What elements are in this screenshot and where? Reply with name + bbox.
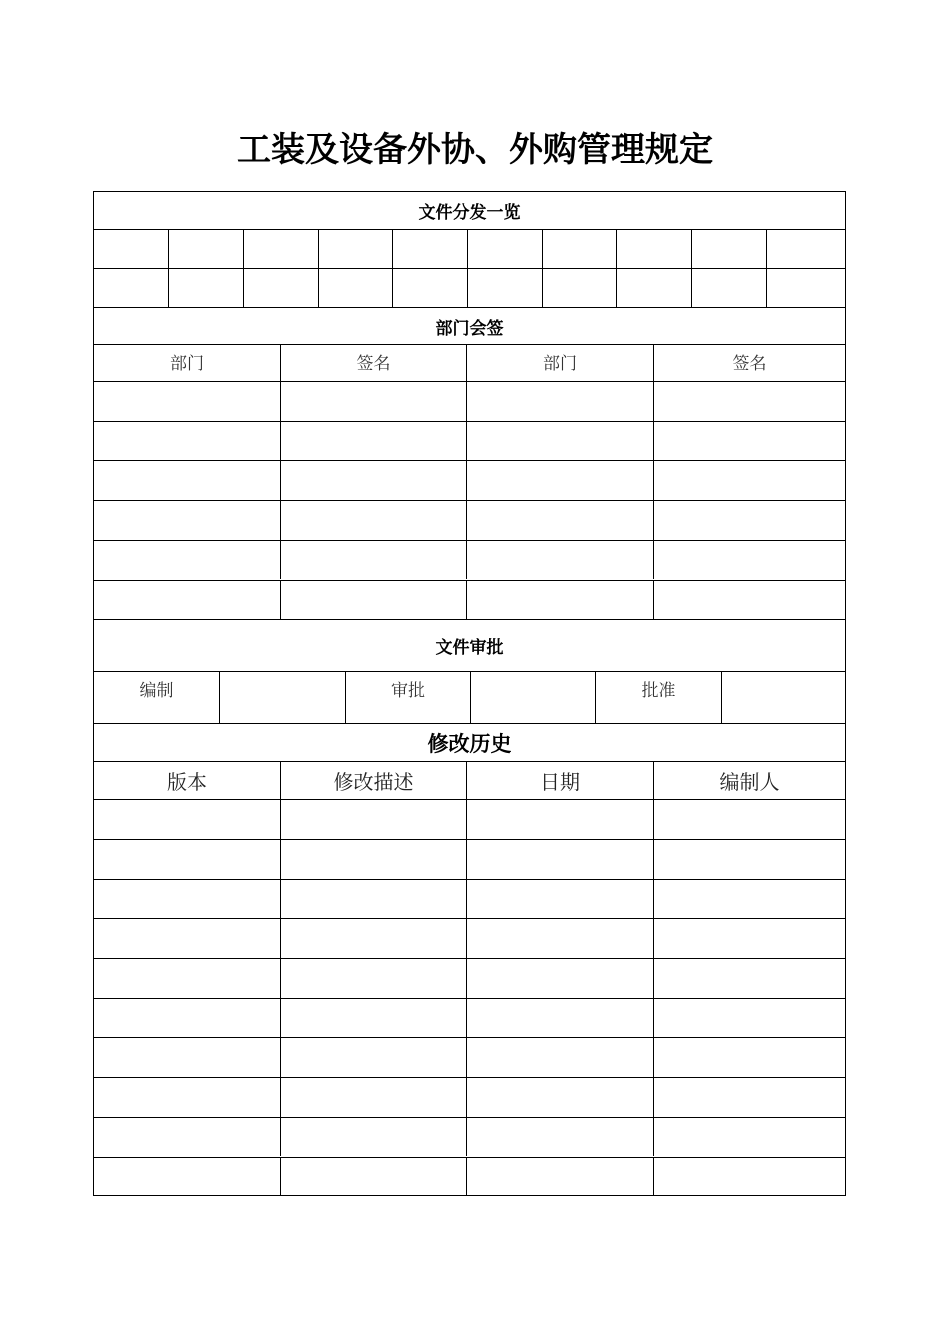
- distribution-cell[interactable]: [168, 230, 243, 268]
- history-cell[interactable]: [466, 1158, 653, 1197]
- distribution-section-heading: 文件分发一览: [418, 203, 521, 223]
- history-cell[interactable]: [653, 880, 845, 919]
- history-cell[interactable]: [280, 1038, 466, 1077]
- countersign-cell[interactable]: [653, 382, 845, 421]
- distribution-cell[interactable]: [168, 269, 243, 307]
- approval-signature-field[interactable]: [219, 672, 345, 723]
- history-cell[interactable]: [466, 1118, 653, 1157]
- history-cell[interactable]: [94, 1078, 280, 1117]
- distribution-cell[interactable]: [766, 269, 845, 307]
- countersign-cell[interactable]: [280, 581, 466, 620]
- countersign-cell[interactable]: [653, 501, 845, 540]
- distribution-cell[interactable]: [766, 230, 845, 268]
- countersign-cell[interactable]: [653, 541, 845, 580]
- history-row: [94, 918, 845, 958]
- history-cell[interactable]: [280, 919, 466, 958]
- history-cell[interactable]: [466, 919, 653, 958]
- history-row: [94, 1037, 845, 1077]
- countersign-cell[interactable]: [280, 461, 466, 500]
- countersign-row: [94, 580, 845, 620]
- history-row: [94, 1157, 845, 1197]
- distribution-cell[interactable]: [542, 269, 616, 307]
- history-cell[interactable]: [653, 840, 845, 879]
- history-cell[interactable]: [94, 800, 280, 839]
- history-column-header: 编制人: [653, 762, 845, 799]
- history-cell[interactable]: [94, 1118, 280, 1157]
- history-cell[interactable]: [653, 1038, 845, 1077]
- countersign-cell[interactable]: [466, 461, 653, 500]
- countersign-cell[interactable]: [94, 382, 280, 421]
- countersign-row: [94, 500, 845, 540]
- history-cell[interactable]: [466, 800, 653, 839]
- distribution-cell[interactable]: [318, 230, 392, 268]
- history-cell[interactable]: [466, 999, 653, 1038]
- countersign-row: [94, 540, 845, 580]
- countersign-cell[interactable]: [280, 501, 466, 540]
- approval-section: [94, 619, 845, 671]
- approval-signature-field[interactable]: [470, 672, 595, 723]
- history-cell[interactable]: [94, 999, 280, 1038]
- countersign-cell[interactable]: [466, 501, 653, 540]
- history-cell[interactable]: [653, 999, 845, 1038]
- history-cell[interactable]: [653, 1118, 845, 1157]
- countersign-cell[interactable]: [466, 382, 653, 421]
- distribution-cell[interactable]: [467, 269, 542, 307]
- distribution-row: [94, 229, 845, 268]
- history-cell[interactable]: [280, 959, 466, 998]
- history-row: [94, 879, 845, 919]
- history-cell[interactable]: [94, 959, 280, 998]
- countersign-cell[interactable]: [466, 581, 653, 620]
- countersign-cell[interactable]: [653, 461, 845, 500]
- countersign-column-header: 部门: [466, 345, 653, 381]
- document-title: 工装及设备外协、外购管理规定: [237, 130, 713, 170]
- distribution-row: [94, 268, 845, 307]
- history-cell[interactable]: [466, 880, 653, 919]
- history-cell[interactable]: [466, 840, 653, 879]
- history-cell[interactable]: [653, 800, 845, 839]
- history-cell[interactable]: [653, 959, 845, 998]
- distribution-cell[interactable]: [243, 269, 318, 307]
- countersign-cell[interactable]: [466, 541, 653, 580]
- history-section: [94, 723, 845, 761]
- countersign-cell[interactable]: [94, 461, 280, 500]
- approval-section-heading: 文件审批: [435, 638, 504, 659]
- history-cell[interactable]: [94, 1038, 280, 1077]
- distribution-cell[interactable]: [392, 230, 467, 268]
- countersign-cell[interactable]: [94, 422, 280, 461]
- history-header-row: [94, 761, 845, 799]
- distribution-cell[interactable]: [392, 269, 467, 307]
- countersign-cell[interactable]: [94, 581, 280, 620]
- countersign-column-header: 签名: [653, 345, 845, 381]
- history-cell[interactable]: [466, 1038, 653, 1077]
- distribution-cell[interactable]: [616, 230, 691, 268]
- countersign-row: [94, 460, 845, 500]
- history-cell[interactable]: [94, 919, 280, 958]
- approval-row: [94, 671, 845, 723]
- history-section-heading: 修改历史: [427, 731, 512, 756]
- history-cell[interactable]: [280, 999, 466, 1038]
- history-cell[interactable]: [466, 959, 653, 998]
- approval-cell: 批准: [595, 672, 721, 723]
- distribution-cell[interactable]: [243, 230, 318, 268]
- history-column-header: 日期: [466, 762, 653, 799]
- history-cell[interactable]: [280, 800, 466, 839]
- history-cell[interactable]: [94, 880, 280, 919]
- countersign-cell[interactable]: [94, 541, 280, 580]
- distribution-cell[interactable]: [318, 269, 392, 307]
- history-cell[interactable]: [94, 1158, 280, 1197]
- countersign-section: [94, 307, 845, 344]
- history-row: [94, 958, 845, 998]
- countersign-cell[interactable]: [653, 581, 845, 620]
- distribution-cell[interactable]: [691, 230, 766, 268]
- countersign-header-row: [94, 344, 845, 381]
- history-row: [94, 839, 845, 879]
- history-row: [94, 1117, 845, 1157]
- distribution-cell[interactable]: [542, 230, 616, 268]
- history-column-header: 修改描述: [280, 762, 466, 799]
- countersign-column-header: 部门: [170, 354, 204, 374]
- history-cell[interactable]: [280, 1158, 466, 1197]
- countersign-cell[interactable]: [653, 422, 845, 461]
- history-cell[interactable]: [653, 1158, 845, 1197]
- history-row: [94, 799, 845, 839]
- countersign-cell[interactable]: [94, 501, 280, 540]
- approval-cell: 审批: [345, 672, 470, 723]
- history-row: [94, 998, 845, 1038]
- countersign-cell[interactable]: [466, 422, 653, 461]
- countersign-section-heading: 部门会签: [435, 318, 504, 339]
- history-cell[interactable]: [280, 1118, 466, 1157]
- distribution-section: [94, 192, 845, 229]
- form-sheet: [93, 191, 846, 1196]
- history-cell[interactable]: [653, 919, 845, 958]
- countersign-row: [94, 421, 845, 461]
- history-cell[interactable]: [466, 1078, 653, 1117]
- distribution-cell[interactable]: [467, 230, 542, 268]
- countersign-column-header: 签名: [280, 345, 466, 381]
- history-row: [94, 1077, 845, 1117]
- distribution-cell[interactable]: [691, 269, 766, 307]
- history-column-header: 版本: [167, 770, 207, 795]
- distribution-cell[interactable]: [94, 269, 168, 307]
- countersign-cell[interactable]: [280, 382, 466, 421]
- history-cell[interactable]: [653, 1078, 845, 1117]
- history-cell[interactable]: [94, 840, 280, 879]
- approval-signature-field[interactable]: [721, 672, 845, 723]
- history-cell[interactable]: [280, 880, 466, 919]
- countersign-cell[interactable]: [280, 541, 466, 580]
- approval-cell: 编制: [139, 681, 174, 702]
- countersign-cell[interactable]: [280, 422, 466, 461]
- distribution-cell[interactable]: [94, 230, 168, 268]
- distribution-cell[interactable]: [616, 269, 691, 307]
- history-cell[interactable]: [280, 1078, 466, 1117]
- history-cell[interactable]: [280, 840, 466, 879]
- countersign-row: [94, 381, 845, 421]
